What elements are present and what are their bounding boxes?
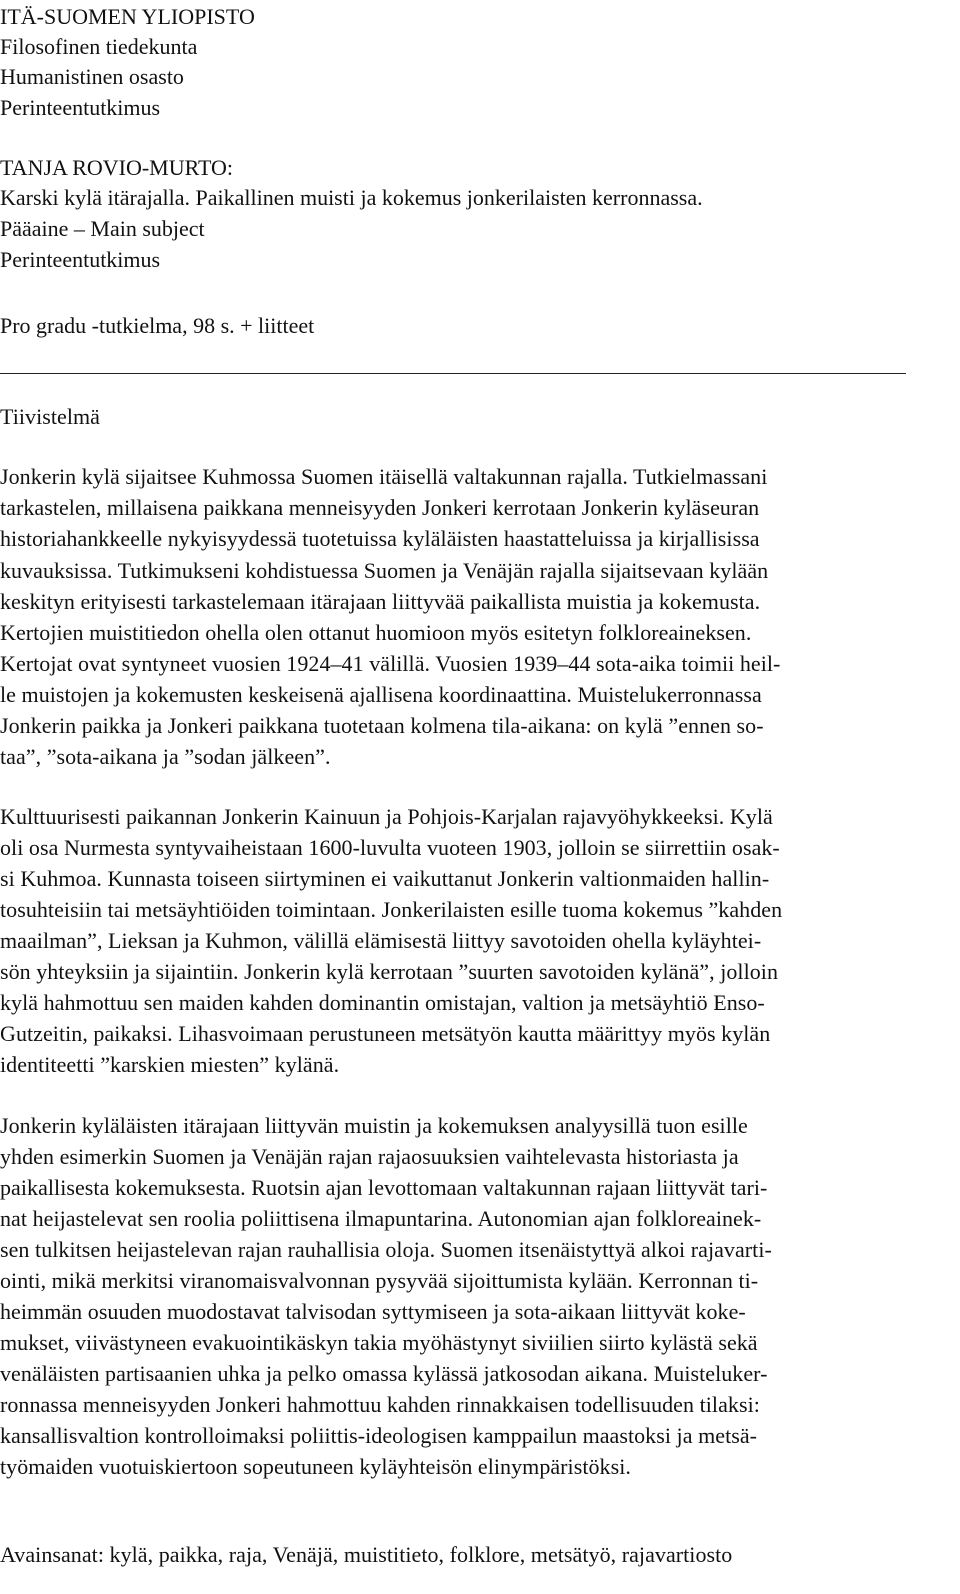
text-line: mukset, viivästyneen evakuointikäskyn takia myöhästynyt siviilien siirto kylästä sekä [0,1330,758,1355]
text-line: ointi, mikä merkitsi viranomaisvalvonnan pysyvää sijoittumista kylään. Kerronnan ti- [0,1268,759,1293]
thesis-type-pages: Pro gradu -tutkielma, 98 s. + liitteet [0,313,315,338]
text-line: Kertojat ovat syntyneet vuosien 1924–41 välillä. Vuosien 1939–44 sota-aika toimii heil- [0,651,781,676]
text-line: tarkastelen, millaisena paikkana menneisyyden Jonkeri kerrotaan Jonkerin kyläseuran [0,495,760,520]
text-line: kylä hahmottuu sen maiden kahden dominantin omistajan, valtion ja metsäyhtiö Enso- [0,990,765,1015]
abstract-heading: Tiivistelmä [0,404,100,429]
text-line: venäläisten partisaanien uhka ja pelko omassa kylässä jatkosodan aikana. Muisteluker- [0,1361,768,1386]
text-line: le muistojen ja kokemusten keskeisenä ajallisena koordinaattina. Muistelukerronnassa [0,682,762,707]
text-line: ronnassa menneisyyden Jonkeri hahmottuu kahden rinnakkaisen todellisuuden tilaksi: [0,1392,760,1417]
text-line: yhden esimerkin Suomen ja Venäjän rajan rajaosuuksien vaihtelevasta historiasta ja [0,1144,739,1169]
thesis-title: Karski kylä itärajalla. Paikallinen muisti ja kokemus jonkerilaisten kerronnassa. [0,185,703,210]
text-line: Jonkerin kyläläisten itärajaan liittyvän muistin ja kokemuksen analyysillä tuon esille [0,1113,748,1138]
department-name: Humanistinen osasto [0,64,184,89]
author-name: TANJA ROVIO-MURTO: [0,155,234,180]
text-line: sön yhteyksiin ja sijaintiin. Jonkerin kylä kerrotaan ”suurten savotoiden kylänä”, jolloin [0,959,779,984]
text-line: historiahankkeelle nykyisyydessä tuotetuissa kyläläisten haastatteluissa ja kirjallisissa [0,526,760,551]
text-line: taa”, ”sota-aikana ja ”sodan jälkeen”. [0,744,331,769]
text-line: Jonkerin paikka ja Jonkeri paikkana tuotetaan kolmena tila-aikana: on kylä ”ennen so- [0,713,764,738]
text-line: kuvauksissa. Tutkimukseni kohdistuessa Suomen ja Venäjän rajalla sijaitsevaan kylään [0,558,769,583]
text-line: paikallisesta kokemuksesta. Ruotsin ajan levottomaan valtakunnan rajaan liittyvät tari- [0,1175,768,1200]
faculty-name: Filosofinen tiedekunta [0,34,198,59]
text-line: Jonkerin kylä sijaitsee Kuhmossa Suomen itäisellä valtakunnan rajalla. Tutkielmassani [0,464,768,489]
text-line: identiteetti ”karskien miesten” kylänä. [0,1052,340,1077]
text-line: heimmän osuuden muodostavat talvisodan syttymiseen ja sota-aikaan liittyvät koke- [0,1299,746,1324]
text-line: oli osa Nurmesta syntyvaiheistaan 1600-luvulta vuoteen 1903, jolloin se siirrettiin osak- [0,835,780,860]
major-value: Perinteentutkimus [0,247,161,272]
keywords-line: Avainsanat: kylä, paikka, raja, Venäjä, muistitieto, folklore, metsätyö, rajavartiosto [0,1542,733,1567]
text-line: Kulttuurisesti paikannan Jonkerin Kainuun ja Pohjois-Karjalan rajavyöhykkeeksi. Kylä [0,804,773,829]
text-line: sen tulkitsen heijastelevan rajan rauhallisia oloja. Suomen itsenäistyttyä alkoi rajavarti- [0,1237,772,1262]
text-line: työmaiden vuotuiskiertoon sopeutuneen kyläyhteisön elinympäristöksi. [0,1454,631,1479]
text-line: Kertojien muistitiedon ohella olen ottanut huomioon myös esitetyn folkloreaineksen. [0,620,752,645]
text-line: maailman”, Lieksan ja Kuhmon, välillä elämisestä liittyy savotoiden ohella kyläyhtei- [0,928,762,953]
text-line: si Kuhmoa. Kunnasta toiseen siirtyminen ei vaikuttanut Jonkerin valtionmaiden hallin- [0,866,770,891]
horizontal-rule [0,373,906,374]
text-line: tosuhteisiin tai metsäyhtiöiden toimintaan. Jonkerilaisten esille tuoma kokemus ”kahden [0,897,783,922]
text-line: keskityn erityisesti tarkastelemaan itärajaan liittyvää paikallista muistia ja kokemusta. [0,589,761,614]
text-line: kansallisvaltion kontrolloimaksi poliittis-ideologisen kamppailun maastoksi ja metsä- [0,1423,758,1448]
text-line: nat heijastelevat sen roolia poliittisena ilmapuntarina. Autonomian ajan folkloreainek- [0,1206,762,1231]
major-label: Pääaine – Main subject [0,216,205,241]
subject-name: Perinteentutkimus [0,95,161,120]
text-line: Gutzeitin, paikaksi. Lihasvoimaan perustuneen metsätyön kautta määrittyy myös kylän [0,1021,771,1046]
university-name: ITÄ-SUOMEN YLIOPISTO [0,4,255,29]
